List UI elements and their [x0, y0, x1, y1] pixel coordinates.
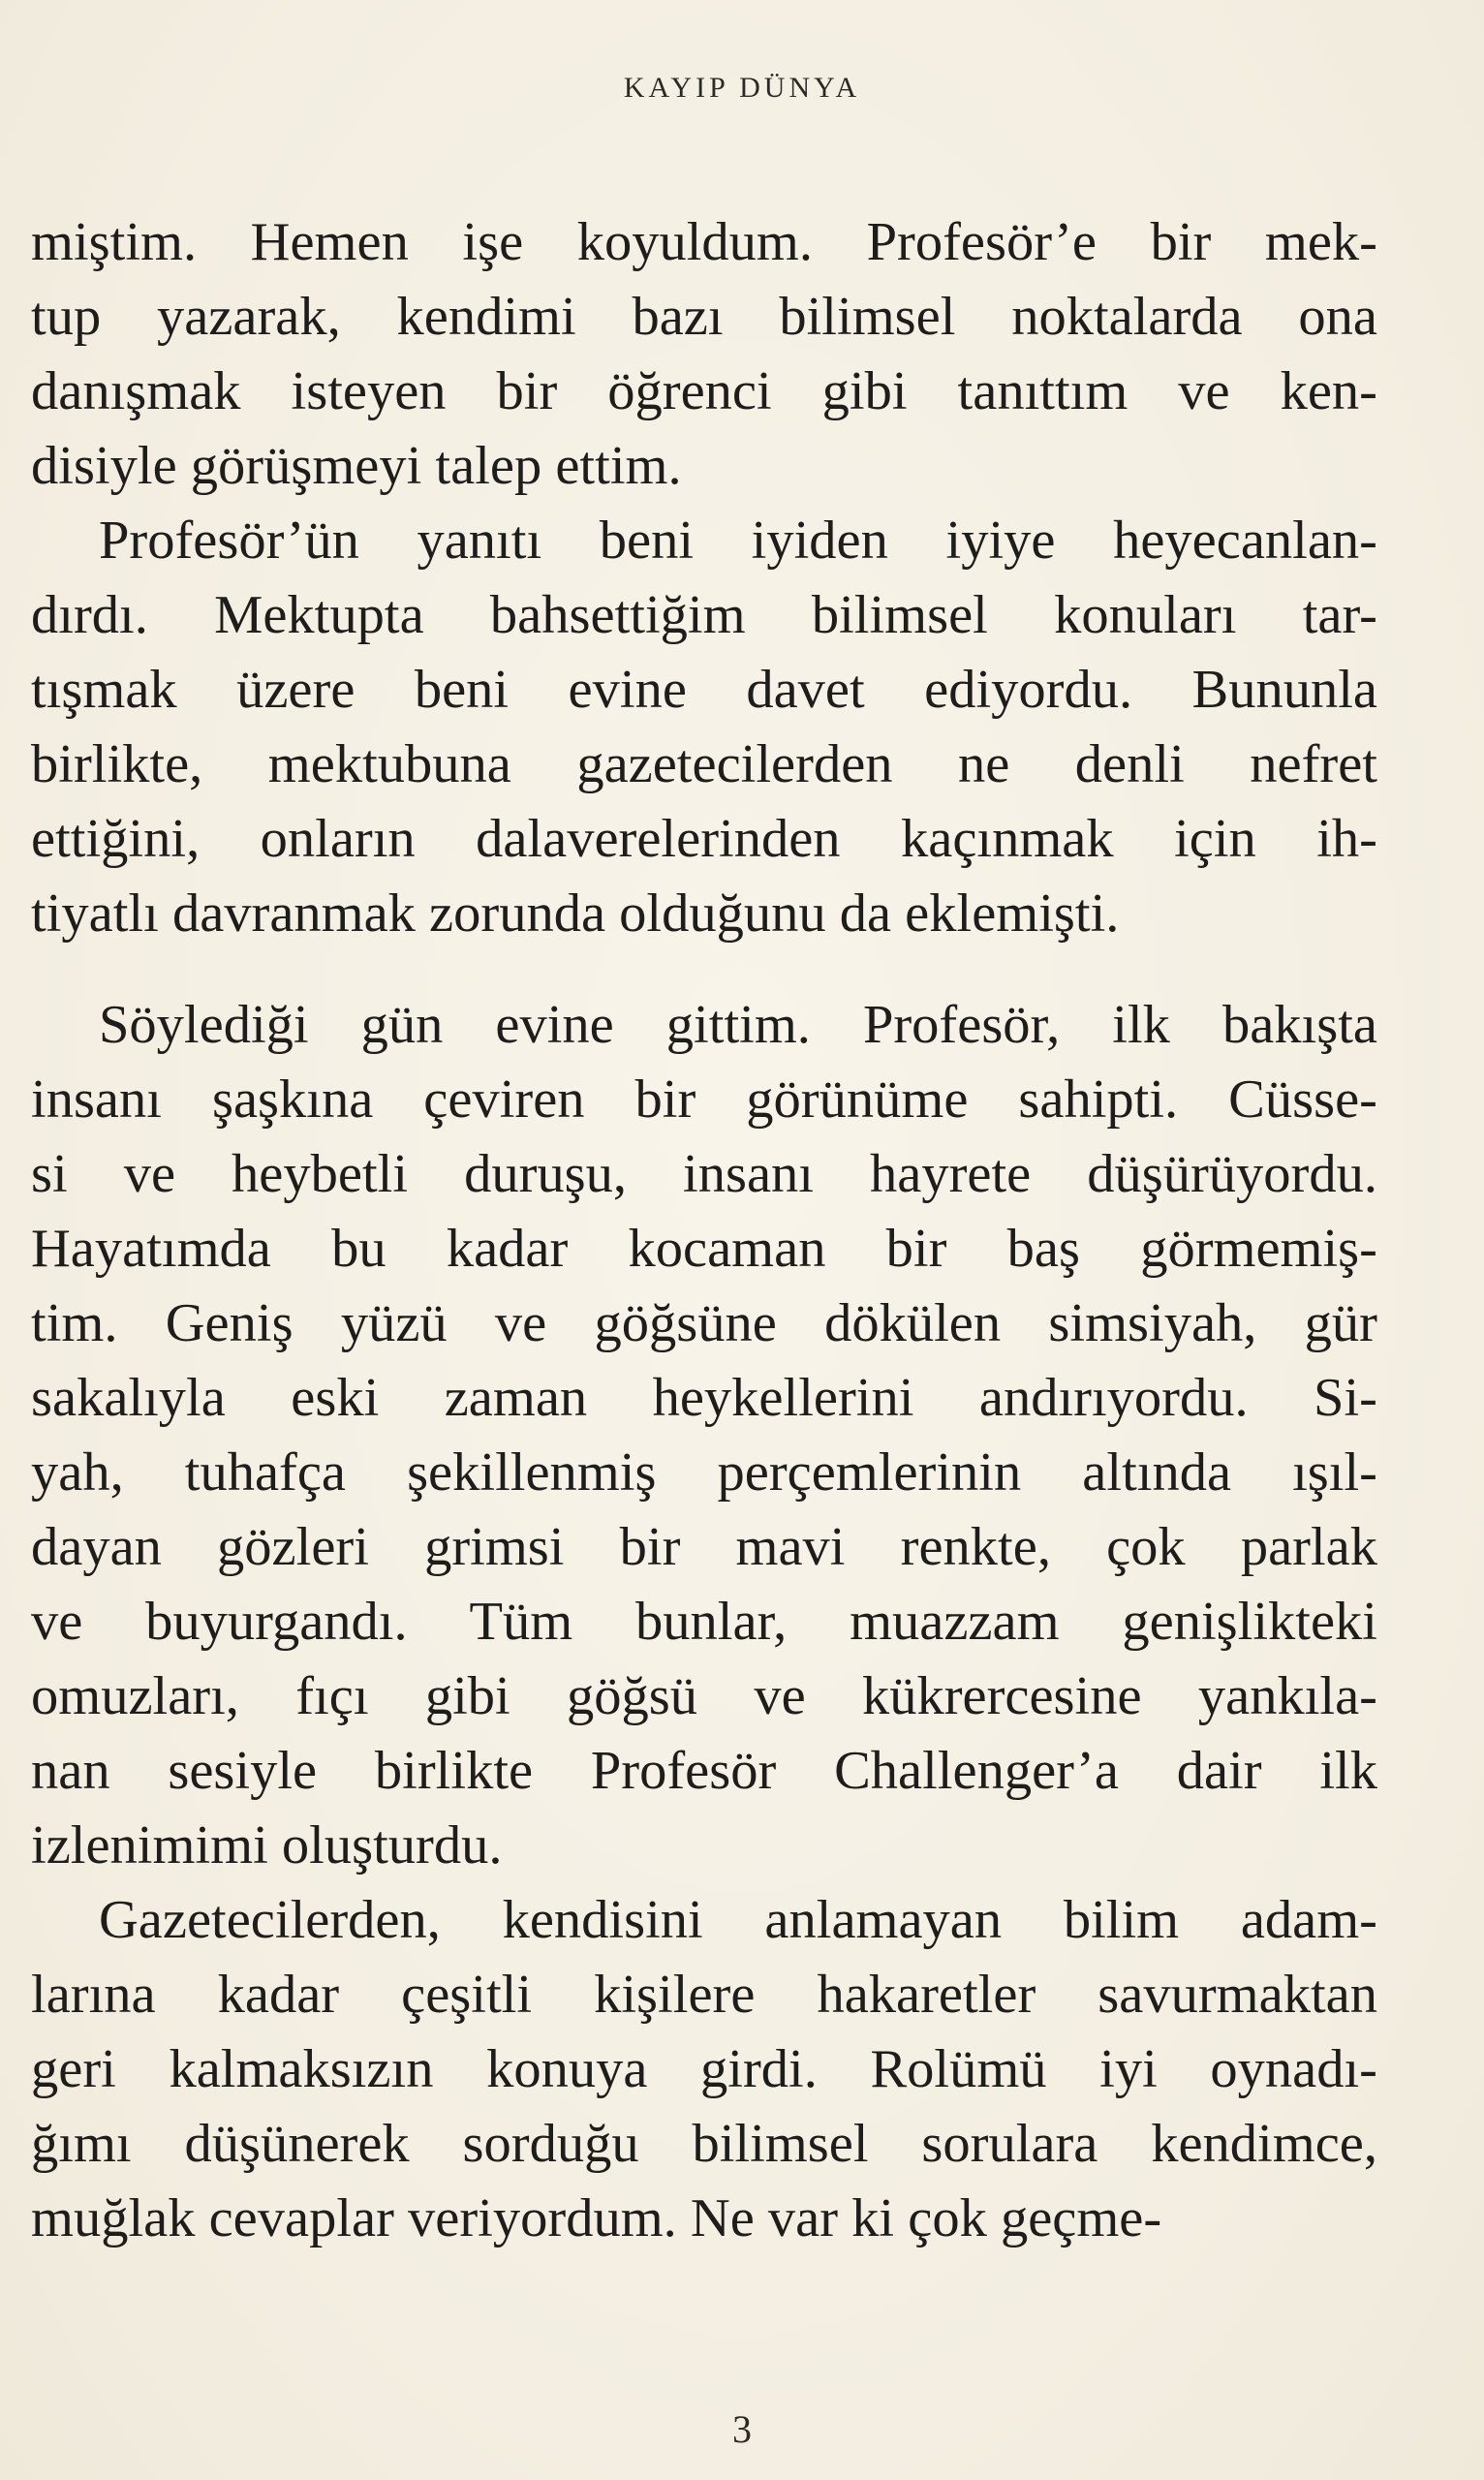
section-break — [31, 951, 1377, 988]
text-line: tup yazarak, kendimi bazı bilimsel noktalarda ona — [31, 287, 1377, 347]
text-line: Profesör’ün yanıtı beni iyiden iyiye heyecanlan- — [99, 511, 1377, 571]
running-head: KAYIP DÜNYA — [623, 72, 861, 104]
text-line: Söylediği gün evine gittim. Profesör, ilk bakışta — [99, 995, 1377, 1055]
text-line: si ve heybetli duruşu, insanı hayrete düşürüyordu. — [31, 1144, 1377, 1204]
text-line: geri kalmaksızın konuya girdi. Rolümü iyi oynadı- — [31, 2039, 1377, 2099]
text-line: ettiğini, onların dalaverelerinden kaçınmak için ih- — [31, 809, 1377, 869]
text-line: tışmak üzere beni evine davet ediyordu. Bununla — [31, 660, 1377, 720]
text-line: Hayatımda bu kadar kocaman bir baş görmemiş- — [31, 1219, 1377, 1279]
text-line: insanı şaşkına çeviren bir görünüme sahipti. Cüsse- — [31, 1070, 1377, 1130]
text-line: Gazetecilerden, kendisini anlamayan bilim adam- — [99, 1890, 1377, 1950]
body-text — [31, 205, 1377, 2256]
paragraph — [31, 1883, 1377, 2256]
page-number: 3 — [732, 2407, 752, 2451]
text-line: birlikte, mektubuna gazetecilerden ne denli nefret — [31, 734, 1377, 794]
paragraph — [31, 205, 1377, 504]
text-line: sakalıyla eski zaman heykellerini andırıyordu. Si- — [31, 1368, 1377, 1428]
paragraph — [31, 504, 1377, 951]
text-line: muğlak cevaplar veriyordum. Ne var ki çok geçme- — [31, 2188, 1162, 2248]
text-line: larına kadar çeşitli kişilere hakaretler savurmaktan — [31, 1965, 1377, 2025]
text-line: danışmak isteyen bir öğrenci gibi tanıttım ve ken- — [31, 361, 1377, 421]
text-line: ve buyurgandı. Tüm bunlar, muazzam genişlikteki — [31, 1592, 1377, 1652]
text-line: tim. Geniş yüzü ve göğsüne dökülen simsiyah, gür — [31, 1293, 1377, 1353]
text-line: yah, tuhafça şekillenmiş perçemlerinin altında ışıl- — [31, 1442, 1377, 1503]
text-line: ğımı düşünerek sorduğu bilimsel sorulara kendimce, — [31, 2114, 1377, 2174]
text-line: izlenimimi oluşturdu. — [31, 1815, 503, 1876]
text-line: dayan gözleri grimsi bir mavi renkte, çok parlak — [31, 1517, 1377, 1577]
paragraph — [31, 988, 1377, 1883]
text-line: nan sesiyle birlikte Profesör Challenger’a dair ilk — [31, 1741, 1377, 1801]
text-line: disiyle görüşmeyi talep ettim. — [31, 436, 682, 496]
text-line: omuzları, fıçı gibi göğsü ve kükrercesine yankıla- — [31, 1666, 1377, 1726]
text-line: dırdı. Mektupta bahsettiğim bilimsel konuları tar- — [31, 585, 1377, 645]
text-line: tiyatlı davranmak zorunda olduğunu da eklemişti. — [31, 884, 1120, 944]
text-line: miştim. Hemen işe koyuldum. Profesör’e bir mek- — [31, 212, 1377, 272]
